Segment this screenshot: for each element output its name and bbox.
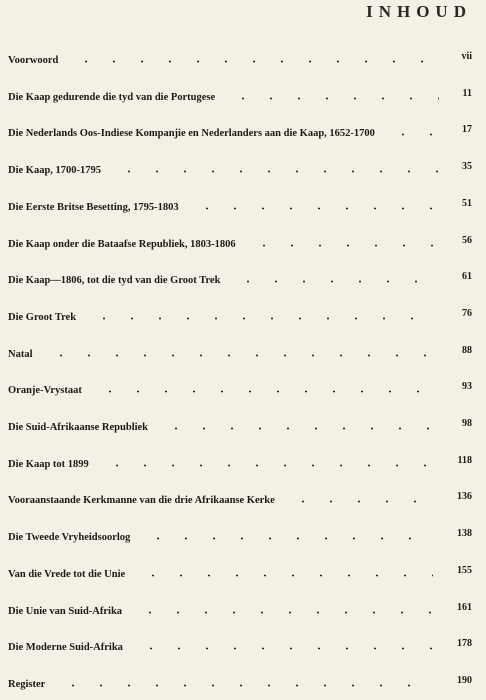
dot-leader: [103, 458, 434, 470]
toc-entry-title: Die Unie van Suid-Afrika: [8, 605, 123, 617]
toc-entry-page: 98: [462, 418, 472, 429]
toc-entry: [8, 160, 478, 176]
toc-entry-page: 138: [457, 528, 472, 540]
toc-entry: [8, 123, 478, 139]
toc-entry: [8, 674, 478, 690]
toc-entry-title: Die Moderne Suid-Afrika: [8, 642, 123, 654]
dot-leader: [144, 531, 433, 543]
dot-leader: [136, 605, 433, 617]
toc-entry-page: 76: [462, 307, 472, 319]
toc-entry-page: 56: [462, 234, 472, 246]
dot-leader: [72, 54, 437, 66]
dot-leader: [234, 274, 438, 286]
toc-entry: [8, 234, 478, 250]
dot-leader: [162, 421, 438, 433]
toc-entry-title: Vooraanstaande Kerkmanne van die drie Afrikaanse Kerke: [8, 495, 275, 507]
dot-leader: [96, 384, 438, 396]
dot-leader: [137, 641, 433, 653]
dot-leader: [229, 91, 438, 103]
dot-leader: [389, 127, 438, 139]
toc-entry-title: Die Kaap—1806, tot die tyd van die Groot Trek: [8, 275, 221, 287]
toc-entry: [8, 601, 478, 617]
toc-entry-page: 155: [457, 564, 472, 576]
toc-entry: [8, 417, 478, 433]
toc-entry: [8, 380, 478, 396]
toc-entry: [8, 344, 478, 360]
toc-entry-page: 118: [457, 454, 472, 466]
toc-entry-page: 178: [457, 638, 472, 650]
toc-entry-title: Natal: [8, 348, 33, 360]
toc-heading: INHOUD: [366, 2, 472, 21]
dot-leader: [139, 568, 433, 580]
toc-entry-page: 17: [462, 124, 472, 136]
toc-entry-title: Die Groot Trek: [8, 311, 77, 323]
toc-entry: [8, 197, 478, 213]
dot-leader: [289, 494, 433, 506]
toc-entry-page: 161: [457, 601, 472, 613]
toc-entry: [8, 87, 478, 103]
toc-entry-title: Die Kaap tot 1899: [8, 458, 89, 470]
dot-leader: [47, 348, 439, 360]
toc-entry-title: Die Kaap onder die Bataafse Republiek, 1803-1806: [8, 238, 236, 250]
toc-entry-title: Die Kaap, 1700-1795: [8, 165, 102, 177]
toc-entry-page: 93: [462, 381, 472, 393]
dot-leader: [115, 164, 438, 176]
toc-entry-title: Voorwoord: [8, 55, 59, 66]
dot-leader: [90, 311, 438, 323]
toc-entry: [8, 454, 478, 470]
toc-entry: [8, 637, 478, 653]
toc-entry-title: Die Tweede Vryheidsoorlog: [8, 532, 131, 544]
toc-entry: [8, 307, 478, 323]
toc-entry-page: 35: [462, 161, 472, 173]
toc-entry: [8, 490, 478, 506]
toc-entry-title: Die Suid-Afrikaanse Republiek: [8, 422, 149, 433]
dot-leader: [250, 238, 438, 250]
toc-entry: [8, 564, 478, 580]
toc-entry: [8, 527, 478, 543]
toc-entry-title: Van die Vrede tot die Unie: [8, 568, 126, 580]
toc-entry-page: 51: [462, 197, 472, 209]
dot-leader: [59, 678, 433, 690]
toc-entry-title: Register: [8, 678, 46, 690]
dot-leader: [193, 201, 438, 213]
toc-entry: [8, 50, 478, 66]
toc-entry-page: 88: [462, 344, 472, 356]
toc-entry-title: Oranje-Vrystaat: [8, 385, 82, 397]
toc-entry-title: Die Nederlands Oos-Indiese Kompanjie en Nederlanders aan die Kaap, 1652-1700: [8, 128, 375, 140]
toc-entry-page: vii: [461, 51, 472, 62]
toc-entry-page: 61: [462, 271, 472, 283]
toc-entry-page: 11: [462, 87, 472, 99]
toc-entry-page: 136: [457, 491, 472, 503]
toc-entry: [8, 270, 478, 286]
toc-entry-title: Die Eerste Britse Besetting, 1795-1803: [8, 201, 179, 213]
toc-entry-title: Die Kaap gedurende die tyd van die Portugese: [8, 91, 216, 103]
toc-entry-page: 190: [457, 674, 472, 686]
